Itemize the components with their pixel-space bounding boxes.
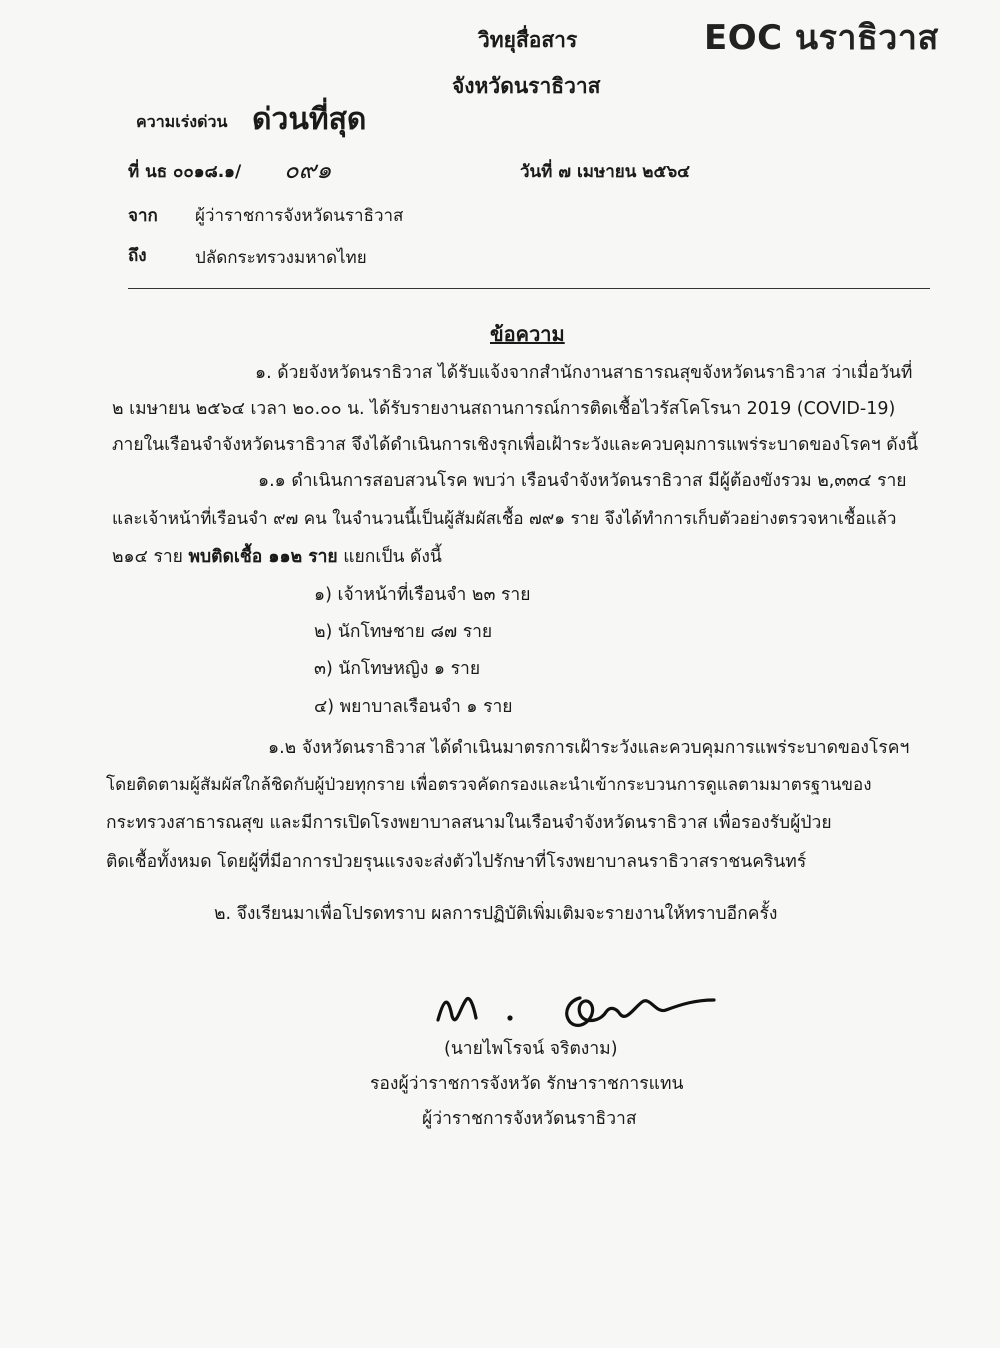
body-line-6-a: ๒๑๔ ราย bbox=[112, 547, 183, 567]
infected-count: พบติดเชื้อ ๑๑๒ ราย bbox=[188, 547, 338, 567]
from-label: จาก bbox=[128, 206, 158, 226]
body-line-1: ๑. ด้วยจังหวัดนราธิวาส ได้รับแจ้งจากสำนักงานสาธารณสุขจังหวัดนราธิวาส ว่าเมื่อวันที่ bbox=[255, 363, 913, 383]
handwritten-signature bbox=[430, 978, 730, 1038]
eoc-stamp: EOC นราธิวาส bbox=[704, 18, 939, 58]
urgency-label: ความเร่งด่วน bbox=[136, 112, 228, 131]
reference-label: ที่ นธ ๐๐๑๘.๑/ bbox=[128, 162, 242, 182]
closing-line: ๒. จึงเรียนมาเพื่อโปรดทราบ ผลการปฏิบัติเพิ่มเติมจะรายงานให้ทราบอีกครั้ง bbox=[214, 904, 778, 924]
signatory-name: (นายไพโรจน์ จริตงาม) bbox=[444, 1039, 618, 1059]
list-item: ๓) นักโทษหญิง ๑ ราย bbox=[314, 659, 481, 679]
list-item: ๔) พยาบาลเรือนจำ ๑ ราย bbox=[314, 697, 513, 717]
body-line-10: ติดเชื้อทั้งหมด โดยผู้ที่มีอาการป่วยรุนแรงจะส่งตัวไปรักษาที่โรงพยาบาลนราธิวาสราชนครินทร์ bbox=[106, 852, 807, 872]
body-line-6-c: แยกเป็น ดังนี้ bbox=[343, 547, 442, 567]
reference-number: ๐๙๑ bbox=[284, 156, 332, 184]
header-divider bbox=[128, 288, 930, 289]
document-date: วันที่ ๗ เมษายน ๒๕๖๔ bbox=[520, 162, 690, 182]
signatory-position-1: รองผู้ว่าราชการจังหวัด รักษาราชการแทน bbox=[370, 1074, 684, 1094]
message-title: ข้อความ bbox=[490, 322, 565, 346]
signatory-position-2: ผู้ว่าราชการจังหวัดนราธิวาส bbox=[422, 1109, 637, 1129]
body-line-8: โดยติดตามผู้สัมผัสใกล้ชิดกับผู้ป่วยทุกราย เพื่อตรวจคัดกรองและนำเข้ากระบวนการดูแลตามมาตรฐานของ bbox=[106, 775, 872, 795]
body-line-5: และเจ้าหน้าที่เรือนจำ ๙๗ คน ในจำนวนนี้เป็นผู้สัมผัสเชื้อ ๗๙๑ ราย จึงได้ทำการเก็บตัวอย่างตรวจหาเชื้อแล้ว bbox=[112, 509, 897, 529]
from-value: ผู้ว่าราชการจังหวัดนราธิวาส bbox=[195, 206, 404, 226]
body-line-6 bbox=[112, 549, 442, 567]
list-item: ๑) เจ้าหน้าที่เรือนจำ ๒๓ ราย bbox=[314, 585, 531, 605]
to-value: ปลัดกระทรวงมหาดไทย bbox=[195, 248, 367, 268]
to-label: ถึง bbox=[128, 246, 147, 266]
body-line-7: ๑.๒ จังหวัดนราธิวาส ได้ดำเนินมาตรการเฝ้าระวังและควบคุมการแพร่ระบาดของโรคฯ bbox=[268, 738, 910, 758]
urgency-value: ด่วนที่สุด bbox=[252, 102, 367, 137]
body-line-2: ๒ เมษายน ๒๕๖๔ เวลา ๒๐.๐๐ น. ได้รับรายงานสถานการณ์การติดเชื้อไวรัสโคโรนา 2019 (COVID-19) bbox=[112, 399, 896, 419]
header-line-1: วิทยุสื่อสาร bbox=[478, 28, 578, 52]
body-line-4: ๑.๑ ดำเนินการสอบสวนโรค พบว่า เรือนจำจังหวัดนราธิวาส มีผู้ต้องขังรวม ๒,๓๓๔ ราย bbox=[258, 471, 907, 491]
header-line-2: จังหวัดนราธิวาส bbox=[452, 74, 601, 98]
body-line-9: กระทรวงสาธารณสุข และมีการเปิดโรงพยาบาลสนามในเรือนจำจังหวัดนราธิวาส เพื่อรองรับผู้ป่วย bbox=[106, 813, 832, 833]
body-line-3: ภายในเรือนจำจังหวัดนราธิวาส จึงได้ดำเนินการเชิงรุกเพื่อเฝ้าระวังและควบคุมการแพร่ระบาดของโรคฯ ดังนี้ bbox=[112, 435, 919, 455]
list-item: ๒) นักโทษชาย ๘๗ ราย bbox=[314, 622, 493, 642]
